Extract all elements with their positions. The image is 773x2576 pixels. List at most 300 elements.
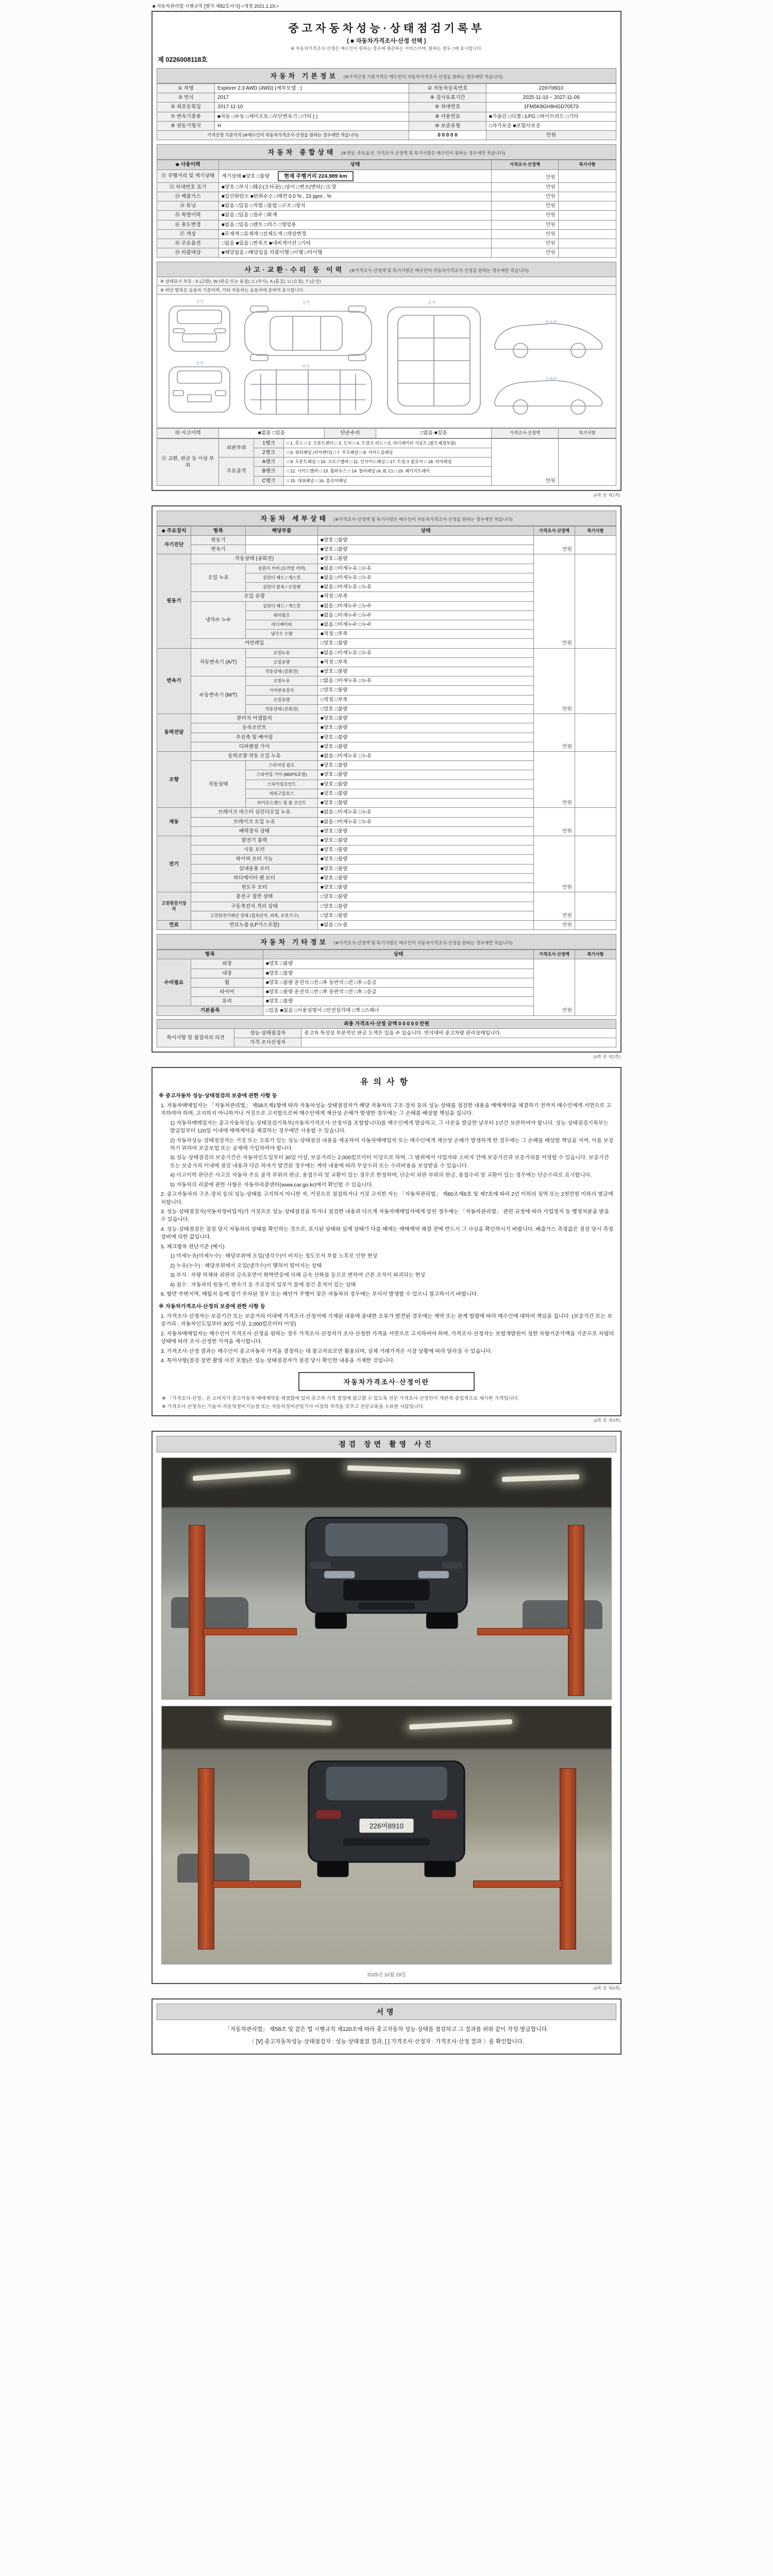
- checkbox-cell: ■양호 □불량: [318, 845, 534, 855]
- table-row: [157, 192, 616, 201]
- signature-box: [152, 1998, 621, 2054]
- svg-text:하면: 하면: [302, 364, 310, 369]
- checkbox-cell: □ 6. 쿼터패널 (리어펜더) □ 7. 루프패널 □ 8. 사이드실패널: [284, 448, 492, 457]
- cell: ⑮ 특별이력: [157, 211, 219, 220]
- page-marker-2: (4쪽 중 제2쪽): [593, 1054, 620, 1060]
- table-row: [157, 121, 616, 130]
- cell: 라디에이터 팬 모터: [191, 873, 318, 883]
- section-title-accident: 사고·교환·수리 등 이력: [244, 266, 345, 274]
- cell: 라디에이터: [246, 620, 318, 629]
- cell: ⑪ 주행거리 및 계기상태: [157, 170, 219, 182]
- checkbox-cell: □양호 □불량: [318, 686, 534, 695]
- cell: 수리필요: [157, 959, 191, 1006]
- cell: 특이사항 및 점검자의 의견: [157, 1028, 234, 1047]
- section-title-overall: 자동차 종합상태: [267, 148, 336, 157]
- cell: C랭크: [254, 476, 284, 485]
- cell: ⑨ 원동기형식: [157, 121, 215, 130]
- cell: 조향: [157, 752, 191, 808]
- cell: 실내송풍 모터: [191, 864, 318, 873]
- cell: 0 0 0 0 0: [409, 131, 486, 140]
- cell: 냉각수 누수: [191, 601, 246, 639]
- cell: [559, 438, 616, 485]
- section-title-other: 자동차 기타정보: [260, 938, 329, 946]
- checkbox-cell: □양호 □불량: [318, 902, 534, 911]
- section-title-basic: 자동차 기본정보: [270, 72, 339, 80]
- cell: 변속기: [157, 648, 191, 714]
- cell: 특기사항: [575, 950, 616, 959]
- cell: 만원: [492, 182, 559, 192]
- cell: ⑲ 리콜대상: [157, 248, 219, 258]
- cell: ⑭ 튜닝: [157, 201, 219, 211]
- section-note-detail: (※가격조사·산정액 및 특기사항은 매수인이 자동차가격조사·산정을 원하는 경우에만 적습니다): [333, 516, 513, 522]
- svg-text:골격: 골격: [428, 300, 436, 306]
- checkbox-cell: ■양호 □불량: [318, 545, 534, 554]
- checkbox-cell: ■없음 □미세누수 □누수: [318, 611, 534, 620]
- checkbox-cell: ■적정 □부족: [318, 592, 534, 601]
- table-row: [157, 220, 616, 229]
- cell: ⑯ 용도변경: [157, 220, 219, 229]
- page-subtitle: ( ■ 자동차가격조사·산정 선택 ): [347, 38, 426, 44]
- cell: 오일누유: [246, 676, 318, 686]
- cell: 변속기: [191, 545, 246, 554]
- cell: 특기사항: [575, 526, 616, 535]
- checkbox-cell: □ 15. 대쉬패널 □ 16. 플로어패널: [284, 476, 492, 485]
- svg-text:우측면: 우측면: [545, 377, 558, 382]
- cell: 만원: [492, 248, 559, 258]
- cell: 스티어링 펌프: [246, 761, 318, 770]
- cell: [246, 545, 318, 554]
- cell: 만원: [534, 808, 575, 836]
- cell: 동력조향 작동 오일 누유: [191, 752, 318, 761]
- table-row: [157, 950, 616, 959]
- table-row: [157, 836, 616, 845]
- cell: 오일 누유: [191, 564, 246, 592]
- cell: 특기사항: [559, 160, 616, 170]
- cell: ◆ 사용이력: [157, 160, 219, 170]
- detail-condition-table: [157, 526, 616, 930]
- cell: Explorer 2.3 AWD (4WD) (세부모델 : ): [215, 84, 409, 93]
- statute-reference: ■ 자동차관리법 시행규칙 [별지 제82호서식] <개정 2021.1.19.>: [153, 4, 279, 9]
- cell: 스티어링조인트: [246, 779, 318, 789]
- section-header-other: [157, 934, 616, 950]
- cell: 만원: [492, 229, 559, 239]
- section-header-basic: [157, 68, 616, 83]
- form-sheet: [152, 0, 621, 2055]
- cell: [559, 182, 616, 192]
- price-definition-note-2: ※ 가격조사·산정자는 기술사·자동차정비기능장 또는 자동차정비산업기사 이상의 자격을 갖추고 전문교육을 수료한 사람입니다.: [162, 1403, 425, 1409]
- cell: 만원: [492, 170, 559, 182]
- cell: 만원: [492, 220, 559, 229]
- checkbox-cell: ■양호 □불량: [318, 799, 534, 808]
- cell: 오일 유량: [191, 592, 318, 601]
- checkbox-cell: □있음 ■없음 □사용설명서 □안전삼각대 □잭 □스패너: [263, 1006, 534, 1015]
- cell: 오일유량: [246, 657, 318, 667]
- cell: 추진축 및 베어링: [191, 733, 318, 742]
- section-title-detail: 자동차 세부상태: [260, 514, 329, 522]
- checkbox-cell: □자가보증 ■보험사보증: [486, 121, 616, 130]
- car-diagram-svg: [158, 297, 615, 426]
- cell: ⑬ 배출가스: [157, 192, 219, 201]
- checkbox-cell: ■없음 □미세누수 □누수: [318, 620, 534, 629]
- checkbox-cell: ■일산화탄소 ■탄화수소 □매연 0.0 % , 23 ppm , %: [219, 192, 492, 201]
- cell: 만원: [492, 201, 559, 211]
- cell: 만원: [534, 554, 575, 648]
- checkbox-cell: ■없음 □미세누유 □누유: [318, 573, 534, 582]
- notice-paragraph: 1. 자동차매매업자는 「자동차관리법」 제58조제1항에 따라 자동차성능·상태점검자가 해당 자동차의 구조·장치 등의 성능·상태를 점검한 내용을 매매계약을 체결하기 전까지 매수인에게 서면으로 고지하여야 하며, 고지하지 아니하거나 거짓으로 고지함으로써 매수인에게 재산상 손해가 발생한 경우에는 그 손해를 배상할 책임을 집니다.: [161, 1103, 612, 1117]
- checkbox-cell: ■양호 □불량: [318, 789, 534, 798]
- cell: 충전구 절연 상태: [191, 892, 318, 902]
- cell: 226머8910: [486, 84, 616, 93]
- checkbox-cell: □적정 □부족: [318, 695, 534, 704]
- notice-paragraph: 4) 사고이력 판단은 사고로 자동차 주요 골격 부위의 판금, 용접수리 및 교환이 있는 경우로 한정하며, 단순히 외판 부위의 판금, 용접수리 및 교환이 있는 경우에는 단순수리로 표시합니다.: [170, 1173, 592, 1179]
- checkbox-cell: ■해당없음 □해당있음 리콜이행 □이행 □미이행: [219, 248, 492, 258]
- checkbox-cell: ■없음 □있음: [219, 429, 325, 438]
- inspection-photo-front: [161, 1458, 612, 1700]
- cell: 항목: [191, 526, 246, 535]
- notices-title: 유의사항: [360, 1078, 413, 1087]
- checkbox-cell: □없음 □미세누유 □누유: [318, 676, 534, 686]
- cell: ④ 검사유효기간: [409, 93, 486, 103]
- notices-list: [157, 1092, 616, 1365]
- cell: 자동변속기 (A/T): [191, 648, 246, 676]
- cell: 2랭크: [254, 448, 284, 457]
- notice-paragraph: 2. 자동차매매업자는 매수인이 가격조사·산정을 원하는 경우 가격조사·산정자가 조사·산정한 가격을 서면으로 고지하여야 하며, 가격조사·산정자는 보험개발원이 정한 차량기준가액을 기준으로 차량의 상태에 따라 조사·산정한 가격을 제시합니다.: [161, 1331, 614, 1345]
- checkbox-cell: ■양호 □불량: [318, 883, 534, 892]
- checkbox-cell: ■양호 □불량: [318, 873, 534, 883]
- section-box-main-1: [152, 11, 621, 491]
- cell: ⑰ 색상: [157, 229, 219, 239]
- checkbox-cell: ■없음 □미세누유 □누유: [318, 808, 534, 817]
- cell: 외장: [191, 959, 263, 969]
- table-row: [157, 160, 616, 170]
- checkbox-cell: ■없음 □있음 □침수 □화재: [219, 211, 492, 220]
- svg-text:후면: 후면: [196, 361, 204, 366]
- cell: 만원: [486, 131, 616, 140]
- cell: 주요골격: [219, 457, 254, 486]
- cell: 가격조사·산정액: [492, 160, 559, 170]
- table-row: [157, 535, 616, 545]
- cell: [575, 920, 616, 929]
- table-row: [157, 182, 616, 192]
- page-title: 중고자동차성능·상태점검기록부: [288, 23, 485, 35]
- checkbox-cell: ■양호 □불량: [318, 761, 534, 770]
- checkbox-cell: ■양호 □불량: [263, 959, 534, 969]
- cell: 내장: [191, 969, 263, 978]
- cell: 등속조인트: [191, 723, 318, 733]
- checkbox-cell: ■양호 □불량: [318, 836, 534, 845]
- table-row: [157, 429, 616, 438]
- cell: 고전원전기배선 상태 (접속단자, 피복, 보호기구): [191, 911, 318, 920]
- notice-paragraph: 1) 미세누유(미세누수) : 해당부위에 오일(냉각수)이 비치는 정도로서 부품 노후로 인한 현상: [170, 1253, 378, 1260]
- table-row: [157, 959, 616, 969]
- cell: 가격산정 기준가격 (※매수인이 자동차가격조사·산정을 원하는 경우에만 적습니다): [157, 131, 409, 140]
- notice-paragraph: 5) 자동차의 리콜에 관한 사항은 자동차리콜센터(www.car.go.kr)에서 확인할 수 있습니다.: [170, 1182, 374, 1188]
- page-marker-4: (4쪽 중 제4쪽): [593, 1986, 620, 1991]
- section-note-other: (※가격조사·산정액 및 특기사항은 매수인이 자동차가격조사·산정을 원하는 경우에만 적습니다): [333, 940, 513, 946]
- cell: 전기: [157, 836, 191, 892]
- cell: [575, 535, 616, 554]
- checkbox-cell: 계기상태 ■양호 □불량 현재 주행거리 224,989 km: [219, 170, 492, 182]
- cell: ⑫ 차대번호 표기: [157, 182, 219, 192]
- cell: 클러치 어셈블리: [191, 714, 318, 723]
- cell: 단순수리: [325, 429, 376, 438]
- section-note-accident: (※가격조사·산정액 및 특기사항은 매수인이 자동차가격조사·산정을 원하는 경우에만 적습니다): [349, 268, 529, 274]
- cell: ⑩ 보증유형: [409, 121, 486, 130]
- cell: 시동 모터: [191, 845, 318, 855]
- checkbox-cell: ■없음 □미세누수 □누수: [318, 601, 534, 611]
- cell: 상태: [263, 950, 534, 959]
- notice-paragraph: 1) 자동차매매업자는 중고자동차성능·상태점검기록부(자동차가격조사·산정서를 포함합니다)를 매수인에게 발급하고, 그 사본을 발급한 날부터 1년간 보관하여야 합니다. 성능·상태점검기록부는 발급일부터 120일 이내에 매매계약을 체결하는 경우에만 사용할 수 있습니다.: [170, 1120, 609, 1134]
- cell: 원동기: [191, 535, 246, 545]
- checkbox-cell: ■없음 □미세누유 □누유: [318, 648, 534, 657]
- notice-paragraph: 4) 침수 : 자동차의 원동기, 변속기 등 주요장치 일부가 물에 잠긴 흔적이 있는 상태: [170, 1282, 356, 1288]
- notice-paragraph: ※ 중고자동차 성능·상태점검의 보증에 관한 사항 등: [159, 1093, 277, 1099]
- cell: 가격조사·산정액: [534, 526, 575, 535]
- svg-text:226머8910: 226머8910: [369, 1822, 404, 1831]
- cell: [575, 752, 616, 808]
- checkbox-cell: ■자동 □수동 □세미오토 □무단변속기 □기타 ( ): [215, 112, 409, 121]
- section-box-main-2: [152, 505, 621, 1053]
- svg-text:전면: 전면: [196, 299, 204, 304]
- cell: ⑦ 변속기종류: [157, 112, 215, 121]
- cell: [559, 192, 616, 201]
- notice-paragraph: 3) 성능·상태점검의 보증기간은 자동차인도일부터 30일 이상, 보증거리는 2,000킬로미터 이상으로 하며, 그 범위에서 사업자와 소비자 간에 보증기간과 보증거리를 약정할 수 있습니다. 보증기간 또는 보증거리 이내에 점검 내용과 다른 하자가 발견된 경우에는 계약 내용에 따라 무상수리 또는 수리비용을 보상받을 수 있습니다.: [170, 1155, 609, 1169]
- table-row: [157, 131, 616, 140]
- table-row: [157, 648, 616, 657]
- cell: 동력전달: [157, 714, 191, 752]
- cell: 스티어링 기어 (MDPS포함): [246, 770, 318, 779]
- cell: 상태: [318, 526, 534, 535]
- cell: ㉑ 교환, 판금 등 이상 부위: [157, 438, 219, 485]
- signature-statement-2: 〈 [Ⅴ] 중고자동차성능·상태점검자 : 성능·상태점검 결과, [ ] 가격조사·산정자 : 가격조사·산정 결과 〉를 확인합니다.: [249, 2038, 524, 2045]
- signature-title: 서명: [157, 2004, 616, 2020]
- section-header-overall: [157, 144, 616, 160]
- cell: 발전기 출력: [191, 836, 318, 845]
- cell: 만원: [492, 438, 559, 485]
- cell: 작동상태 (공회전): [246, 704, 318, 714]
- cell: 작동상태 (공회전): [191, 554, 318, 564]
- photo-timestamp: 2025년 10월 29일: [367, 1972, 406, 1978]
- cell: 최종 가격조사·산정 금액 0 0 0 0 0 만원: [157, 1019, 616, 1028]
- cell: 와이퍼 모터 기능: [191, 855, 318, 864]
- notices-box: [152, 1067, 621, 1416]
- cell: [559, 220, 616, 229]
- cell: 성능·상태점검자: [234, 1028, 301, 1038]
- cell: [559, 211, 616, 220]
- cell: 실린더 헤드 / 개스킷: [246, 601, 318, 611]
- checkbox-cell: ■양호 □불량: [263, 997, 534, 1006]
- table-row: [157, 211, 616, 220]
- cell: 가격·조사산정자: [234, 1038, 301, 1047]
- cell: ⑱ 주요옵션: [157, 239, 219, 248]
- page-marker-3: (4쪽 중 제3쪽): [593, 1418, 620, 1423]
- cell: 워터펌프: [246, 611, 318, 620]
- table-row: [157, 103, 616, 112]
- cell: [559, 248, 616, 258]
- checkbox-cell: ■양호 □불량: [318, 864, 534, 873]
- checkbox-cell: ■양호 □불량: [263, 969, 534, 978]
- checkbox-cell: ■양호 □불량: [318, 742, 534, 751]
- exchange-repair-table: [157, 438, 616, 486]
- checkbox-cell: ■적정 □부족: [318, 630, 534, 639]
- cell: [246, 535, 318, 545]
- svg-text:상면: 상면: [302, 300, 310, 306]
- cell: H: [215, 121, 409, 130]
- notice-paragraph: 4. 성능·상태점검은 점검 당시 자동차의 상태를 확인하는 것으로, 표시된 상태와 실제 상태가 다를 때에는 매매계약 체결 전에 반드시 그 사실을 확인하시기 바랍니다. 배출가스 측정값은 점검 당시 측정 장비에 의한 값입니다.: [161, 1226, 613, 1241]
- cell: B랭크: [254, 467, 284, 476]
- cell: ⑥ 차대번호: [409, 103, 486, 112]
- cell: A랭크: [254, 457, 284, 467]
- car-front-illustration: [273, 1507, 500, 1638]
- checkbox-cell: ■양호 □불량: [318, 667, 534, 676]
- cell: 1FM5K8GH8HGD70573: [486, 103, 616, 112]
- cell: 냉각수 수량: [246, 630, 318, 639]
- cell: 브레이크 오일 누유: [191, 817, 318, 826]
- cell: 타이어: [191, 988, 263, 997]
- cell: 작동상태 (공회전): [246, 667, 318, 676]
- checkbox-cell: ■없음 □미세누유 □누유: [318, 583, 534, 592]
- notice-paragraph: ※ 자동차가격조사·산정의 보증에 관한 사항 등: [159, 1304, 265, 1310]
- checkbox-cell: □양호 □불량: [318, 911, 534, 920]
- notice-paragraph: 2) 누유(누수) : 해당부위에서 오일(냉각수)이 맺혀서 떨어지는 상태: [170, 1263, 322, 1269]
- table-row: [157, 920, 616, 929]
- cell: 타이로드엔드 및 볼 조인트: [246, 799, 318, 808]
- notice-paragraph: 4. 특이사항(점검 장면 촬영 사진 포함)은 성능·상태점검자가 점검 당시 확인한 내용을 기재한 것입니다.: [161, 1358, 395, 1364]
- cell: [575, 648, 616, 714]
- cell: [575, 959, 616, 1015]
- checkbox-cell: ■없음 □있음 □적법 □불법 □구조 □장치: [219, 201, 492, 211]
- checkbox-cell: □양호 □불량: [318, 892, 534, 902]
- notice-paragraph: 6. 항만 주변지역, 매립지 등에 장기 주차된 경우 또는 해안가 주행이 잦은 자동차의 경우에는 부식이 발생할 수 있으니 참고하시기 바랍니다.: [161, 1291, 478, 1297]
- cell: 원동기: [157, 554, 191, 648]
- cell: 자기진단: [157, 535, 191, 554]
- cell: [575, 836, 616, 892]
- cell: 윈도우 모터: [191, 883, 318, 892]
- checkbox-cell: ■양호 □불량: [318, 714, 534, 723]
- table-row: [157, 93, 616, 103]
- notice-paragraph: 5. 체크항목 판단기준 (예시): [161, 1244, 225, 1250]
- cell: [575, 714, 616, 752]
- cell: 제동: [157, 808, 191, 836]
- table-row: [157, 84, 616, 93]
- checkbox-cell: □ 1. 후드 □ 2. 프론트펜더 □ 3. 도어 □ 4. 트렁크 리드 □ 5. 라디에이터 서포트 (볼트체결부품): [284, 438, 492, 448]
- cell: [559, 239, 616, 248]
- cell: 실린더 커버 (로커암 커버): [246, 564, 318, 573]
- cell: [575, 554, 616, 648]
- section-header-detail: [157, 511, 616, 526]
- checkbox-cell: □없음 ■있음: [376, 429, 492, 438]
- notice-paragraph: 1. 가격조사·산정자는 보증기간 또는 보증거리 이내에 가격조사·산정서에 기재된 내용에 중대한 오류가 발견된 경우에는 계약 또는 관계 법령에 따라 매수인에 대하여 책임을 집니다. (보증기간 또는 보증거리 : 자동차인도일부터 30일 이상, 2,000킬로미터 이상): [161, 1313, 613, 1328]
- accident-legend-2: ※ 하단 항목은 승용차 기준이며, 기타 자동차는 승용차에 준하여 표시합니다.: [157, 286, 616, 295]
- section-header-accident: [157, 262, 616, 277]
- checkbox-cell: □ 9. 프론트패널 □ 10. 크로스멤버 □ 11. 인사이드패널 □ 17. 트렁크 플로어 □ 18. 리어패널: [284, 457, 492, 467]
- cell: 만원: [492, 192, 559, 201]
- checkbox-cell: ■양호 □불량: [318, 779, 534, 789]
- cell: 브레이크 마스터 실린더오일 누유: [191, 808, 318, 817]
- checkbox-cell: ■가솔린 □디젤 □LPG □하이브리드 □기타: [486, 112, 616, 121]
- checkbox-cell: ■없음 □미세누유 □누유: [318, 564, 534, 573]
- cell: [575, 892, 616, 921]
- cell: 만원: [534, 892, 575, 921]
- svg-text:좌측면: 좌측면: [545, 320, 558, 325]
- section-note-basic: (※가격산정 기준가격은 매수인이 자동차가격조사·산정을 원하는 경우에만 적습니다): [343, 74, 503, 79]
- table-row: [157, 438, 616, 448]
- cell: [559, 170, 616, 182]
- checkbox-cell: ■무채색 □유채색 □전체도색 □색상변경: [219, 229, 492, 239]
- table-row: [157, 201, 616, 211]
- signature-statement-1: 「자동차관리법」 제58조 및 같은 법 시행규칙 제120조에 따라 중고자동차 성능·상태를 점검하고 그 결과를 위와 같이 작성·발급합니다.: [224, 2026, 549, 2033]
- cell: 만원: [534, 535, 575, 554]
- cell: 만원: [534, 959, 575, 1015]
- table-row: [157, 239, 616, 248]
- cell: 유리: [191, 997, 263, 1006]
- cell: ◆ 주요장치: [157, 526, 191, 535]
- price-definition-box: 자동차가격조사·산정이란: [298, 1372, 475, 1391]
- cell: 만원: [492, 211, 559, 220]
- page-marker-1: (4쪽 중 제1쪽): [593, 492, 620, 498]
- cell: 1랭크: [254, 438, 284, 448]
- checkbox-cell: ■양호 □불량: [318, 770, 534, 779]
- checkbox-cell: □ 12. 사이드멤버 □ 13. 휠하우스 □ 14. 필러패널 (A, B, C) □ 19. 패키지트레이: [284, 467, 492, 476]
- notice-paragraph: 3. 성능·상태점검자(자동차정비업자)가 거짓으로 성능·상태점검을 하거나 점검한 내용과 다르게 자동차매매업자에게 알린 경우에는 「자동차관리법」 관련 규정에 따라 사업정지 등 행정처분을 받을 수 있습니다.: [161, 1209, 610, 1223]
- accident-legend-1: ※ 상태표시 부호 : X (교환), W (판금 또는 용접), C (부식), A (흠집), U (요철), T (손상): [157, 277, 616, 286]
- cell: 가격조사·산정액: [534, 950, 575, 959]
- basic-info-table: [157, 83, 616, 140]
- cell: 해당부품: [246, 526, 318, 535]
- checkbox-cell: ■양호 □불량: [318, 733, 534, 742]
- cell: 파워고압호스: [246, 789, 318, 798]
- checkbox-cell: □양호 □불량: [318, 704, 534, 714]
- checkbox-cell: ■양호 □불량: [318, 554, 534, 564]
- table-row: [157, 112, 616, 121]
- cell: ⑧ 사용연료: [409, 112, 486, 121]
- cell: 실린더 헤드 / 개스킷: [246, 573, 318, 582]
- final-price-table: [157, 1019, 616, 1048]
- other-info-table: [157, 950, 616, 1016]
- checkbox-cell: ■양호 □불량: [318, 855, 534, 864]
- checkbox-cell: ■양호 □불량: [318, 723, 534, 733]
- cell: 2025-11-10 ~ 2027-11-09: [486, 93, 616, 103]
- table-row: [157, 229, 616, 239]
- table-row: [157, 752, 616, 761]
- cell: ② 자동차등록번호: [409, 84, 486, 93]
- checkbox-cell: ■없음 □미세누유 □누유: [318, 752, 534, 761]
- cell: ⑳ 사고이력: [157, 429, 219, 438]
- notice-paragraph: 2. 중고자동차의 구조·장치 등의 성능·상태를 고지하지 아니한 자, 거짓으로 점검하거나 거짓 고지한 자는 「자동차관리법」 제80조제6호 및 제7호에 따라 2년 이하의 징역 또는 2천만원 이하의 벌금에 처합니다.: [161, 1192, 613, 1206]
- cell: 중고차 특성상 부분적인 판금 도색은 있을 수 있습니다. 연식대비 중고차량 관리상태입니다.: [301, 1028, 616, 1038]
- cell: 배력장치 상태: [191, 826, 318, 836]
- cell: 고전원전기장치: [157, 892, 191, 921]
- table-row: [157, 526, 616, 535]
- checkbox-cell: ■양호 □불량 운전석 □전 □후 동반석 □전 □후 □응급: [263, 978, 534, 987]
- notice-paragraph: 3) 부식 : 차량 하체와 외판의 금속표면이 화학반응에 의해 금속 산화물 등으로 변하여 근본 조직이 파괴되는 현상: [170, 1273, 426, 1279]
- cell: 연료: [157, 920, 191, 929]
- cell: 실린더 블록 / 오일팬: [246, 583, 318, 592]
- cell: ① 차명: [157, 84, 215, 93]
- current-mileage-box: 현재 주행거리 224,989 km: [278, 171, 354, 181]
- cell: ③ 연식: [157, 93, 215, 103]
- cell: 가격조사·산정액: [492, 429, 559, 438]
- checkbox-cell: ■없음 □있음 □렌트 □리스 □영업용: [219, 220, 492, 229]
- cell: 만원: [534, 714, 575, 752]
- checkbox-cell: ■양호 □불량: [318, 535, 534, 545]
- cell: [575, 808, 616, 836]
- cell: 오일누유: [246, 648, 318, 657]
- cell: ⑤ 최초등록일: [157, 103, 215, 112]
- cell: 구동축전지 격리 상태: [191, 902, 318, 911]
- table-row: [157, 808, 616, 817]
- accident-history-table: [157, 428, 616, 438]
